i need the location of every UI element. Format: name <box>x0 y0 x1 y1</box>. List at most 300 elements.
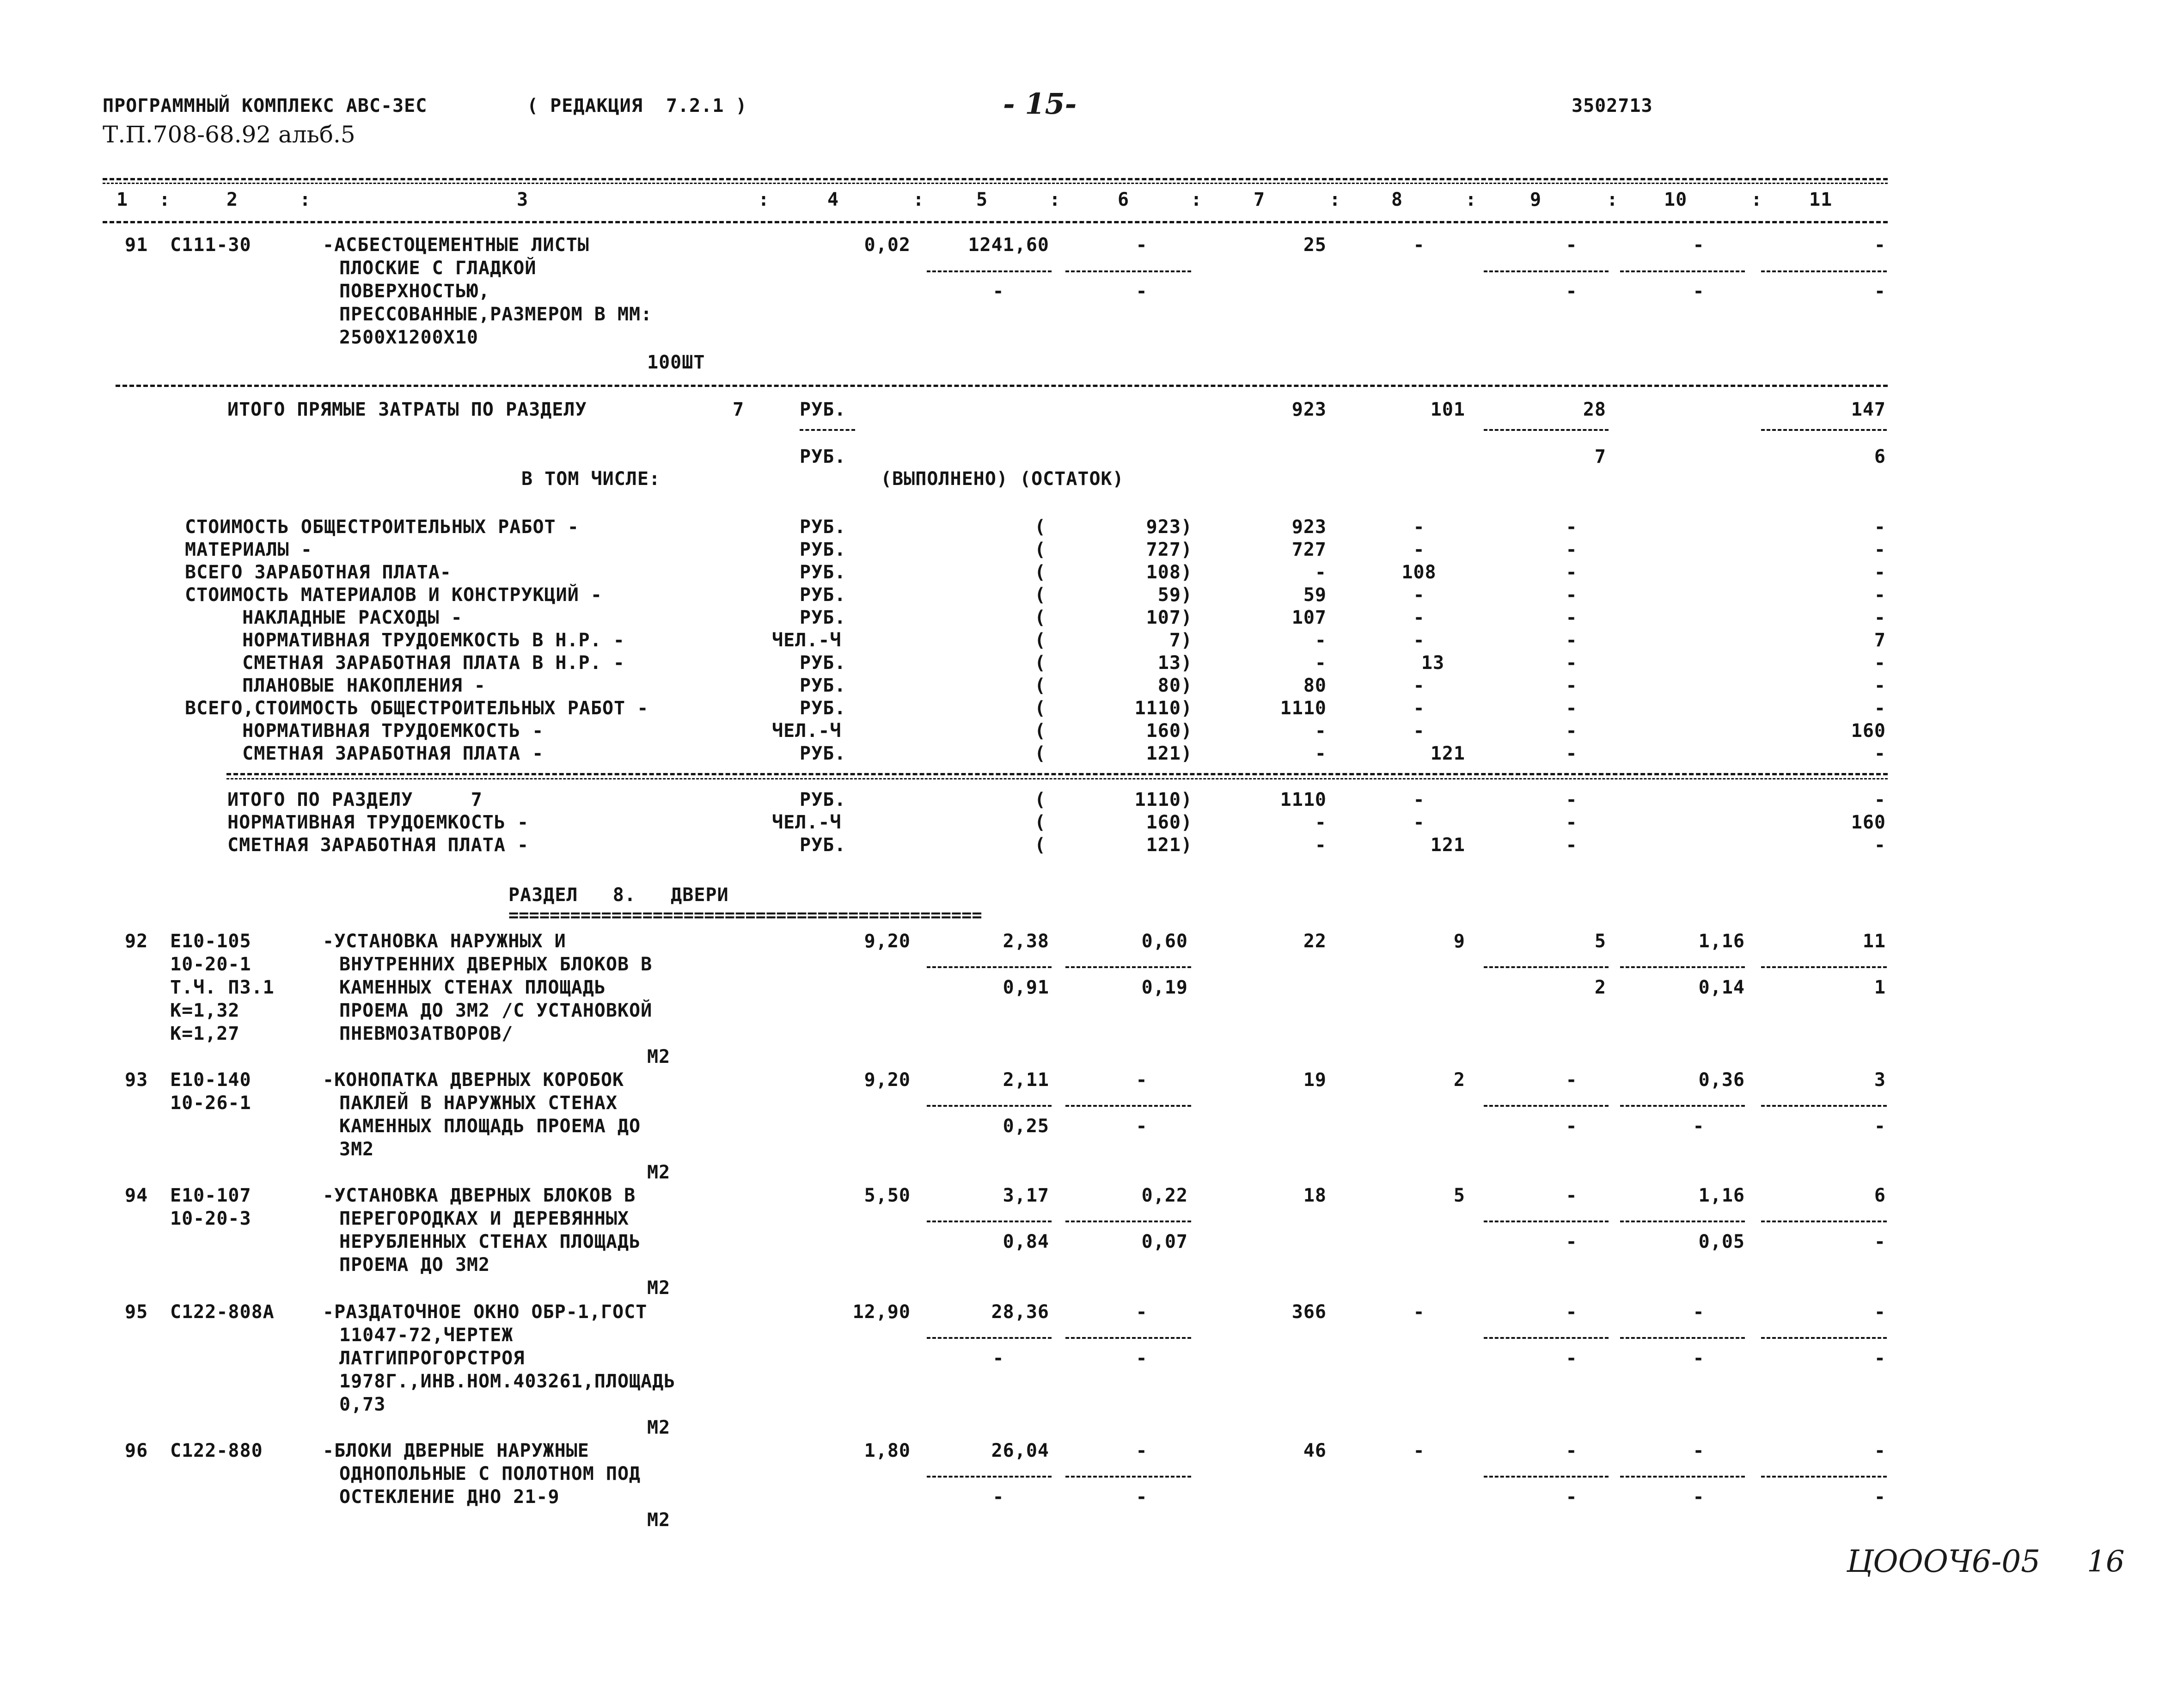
breakdown-col8: - <box>1413 675 1425 696</box>
item-description: КАМЕННЫХ СТЕНАХ ПЛОЩАДЬ <box>339 977 606 998</box>
total-unit-2: РУБ. <box>800 446 846 467</box>
cell-divider <box>1484 1337 1609 1339</box>
breakdown-remaining: 7) <box>1169 630 1193 651</box>
cell-divider <box>1620 1221 1745 1222</box>
cell-divider <box>927 1105 1052 1107</box>
rate-code: 10-26-1 <box>170 1092 251 1114</box>
column-header: 8 <box>1391 189 1403 210</box>
cell-divider <box>1761 966 1887 968</box>
cell-col6-wage: - <box>1136 1348 1148 1369</box>
cell-col6: - <box>1136 1440 1148 1461</box>
rate-code: Т.Ч. П3.1 <box>170 977 275 998</box>
total-col9-wage: 7 <box>1594 446 1606 467</box>
cell-divider <box>1761 1221 1887 1222</box>
cell-col11: 6 <box>1874 1185 1886 1206</box>
cell-col7: 25 <box>1303 234 1327 256</box>
breakdown-label: МАТЕРИАЛЫ - <box>185 539 312 560</box>
cell-col11: 11 <box>1862 931 1886 952</box>
column-separator: : <box>758 189 770 210</box>
cell-unit-price: 3,17 <box>1003 1185 1049 1206</box>
cell-col9: - <box>1566 1069 1578 1091</box>
breakdown-col9: - <box>1566 584 1578 606</box>
column-header: 3 <box>517 189 529 210</box>
cell-col11: - <box>1874 1440 1886 1461</box>
section-total-remaining: 160) <box>1146 812 1193 833</box>
cell-quantity: 0,02 <box>864 234 911 256</box>
cell-divider <box>927 270 1052 272</box>
cell-col9-wage: - <box>1566 1348 1578 1369</box>
cell-col10: - <box>1693 234 1705 256</box>
cell-col11-wage: 1 <box>1874 977 1886 998</box>
cell-divider <box>1620 270 1745 272</box>
breakdown-col7: - <box>1315 743 1327 764</box>
cell-col8: - <box>1413 234 1425 256</box>
cell-unit-price: 2,38 <box>1003 931 1049 952</box>
column-header: 9 <box>1530 189 1542 210</box>
cell-divider <box>1761 1337 1887 1339</box>
cell-col11: - <box>1874 234 1886 256</box>
breakdown-unit: РУБ. <box>800 607 846 628</box>
subtotal-rule <box>226 773 1888 775</box>
item-description: 0,73 <box>339 1394 386 1415</box>
item-unit: М2 <box>647 1046 671 1067</box>
section-total-unit: РУБ. <box>800 834 846 856</box>
edition-label: ( РЕДАКЦИЯ 7.2.1 ) <box>527 95 747 117</box>
breakdown-label: ВСЕГО ЗАРАБОТНАЯ ПЛАТА- <box>185 562 452 583</box>
breakdown-paren-open: ( <box>1034 720 1046 742</box>
cell-col11: 3 <box>1874 1069 1886 1091</box>
breakdown-paren-open: ( <box>1034 675 1046 696</box>
breakdown-unit: ЧЕЛ.-Ч <box>772 630 842 651</box>
section-rule <box>116 385 1888 387</box>
column-separator: : <box>1751 189 1763 210</box>
cell-divider <box>1484 1105 1609 1107</box>
breakdown-col8: - <box>1413 720 1425 742</box>
cell-col6: - <box>1136 1301 1148 1323</box>
cell-col6: - <box>1136 1069 1148 1091</box>
breakdown-col7: 59 <box>1303 584 1327 606</box>
cell-col6-wage: - <box>1136 1486 1148 1508</box>
cell-divider <box>1620 1105 1745 1107</box>
cell-unit-price-wage: 0,25 <box>1003 1116 1049 1137</box>
cell-divider <box>1484 270 1609 272</box>
section-total-remaining: 121) <box>1146 834 1193 856</box>
rate-code: 10-20-3 <box>170 1208 251 1229</box>
page-number: - 15- <box>1003 87 1077 121</box>
cell-divider <box>1065 1337 1191 1339</box>
cell-divider <box>1065 270 1191 272</box>
breakdown-col9: - <box>1566 516 1578 538</box>
section-total-col7: - <box>1315 834 1327 856</box>
item-description: -РАЗДАТОЧНОЕ ОКНО ОБР-1,ГОСТ <box>323 1301 648 1323</box>
cell-divider <box>927 1476 1052 1478</box>
breakdown-col7: 1110 <box>1280 698 1327 719</box>
cell-col8: - <box>1413 1440 1425 1461</box>
item-description: ПАКЛЕЙ В НАРУЖНЫХ СТЕНАХ <box>339 1092 618 1114</box>
cell-col9-wage: 2 <box>1594 977 1606 998</box>
cell-unit-price-wage: - <box>992 281 1004 302</box>
breakdown-col9: - <box>1566 607 1578 628</box>
breakdown-col11: - <box>1874 743 1886 764</box>
breakdown-col8: - <box>1413 630 1425 651</box>
including-label: В ТОМ ЧИСЛЕ: <box>521 468 661 490</box>
breakdown-col11: - <box>1874 652 1886 674</box>
section-total-col7: - <box>1315 812 1327 833</box>
item-description: -БЛОКИ ДВЕРНЫЕ НАРУЖНЫЕ <box>323 1440 589 1461</box>
row-number: 94 <box>125 1185 148 1206</box>
cell-col10-wage: - <box>1693 1116 1705 1137</box>
breakdown-remaining: 59) <box>1157 584 1193 606</box>
item-description: ПЛОСКИЕ С ГЛАДКОЙ <box>339 258 537 279</box>
section-title-underline: ============================================== <box>508 905 982 925</box>
cell-divider <box>927 966 1052 968</box>
archive-stamp: ЦОООЧ6-05 <box>1847 1544 2041 1579</box>
breakdown-label: НОРМАТИВНАЯ ТРУДОЕМКОСТЬ В Н.Р. - <box>219 630 625 651</box>
cell-divider <box>1484 1476 1609 1478</box>
breakdown-col11: - <box>1874 516 1886 538</box>
cell-divider <box>1065 1105 1191 1107</box>
item-description: 2500Х1200Х10 <box>339 327 478 348</box>
rate-code: Е10-140 <box>170 1069 251 1091</box>
cell-unit-price-wage: - <box>992 1486 1004 1508</box>
total-col7: 923 <box>1291 399 1327 420</box>
total-col11: 147 <box>1851 399 1886 420</box>
item-description: -АСБЕСТОЦЕМЕНТНЫЕ ЛИСТЫ <box>323 234 589 256</box>
breakdown-col8: - <box>1413 584 1425 606</box>
cell-col9: - <box>1566 1185 1578 1206</box>
cell-divider <box>1065 1476 1191 1478</box>
breakdown-col7: 923 <box>1291 516 1327 538</box>
section-total-paren-open: ( <box>1034 834 1046 856</box>
breakdown-remaining: 80) <box>1157 675 1193 696</box>
breakdown-unit: РУБ. <box>800 743 846 764</box>
cell-quantity: 9,20 <box>864 1069 911 1091</box>
breakdown-unit: ЧЕЛ.-Ч <box>772 720 842 742</box>
section-total-paren-open: ( <box>1034 789 1046 810</box>
header-bottom-rule <box>103 221 1888 223</box>
section-title: РАЗДЕЛ 8. ДВЕРИ <box>508 884 729 906</box>
rate-code: К=1,32 <box>170 1000 240 1021</box>
rate-code: С111-30 <box>170 234 251 256</box>
item-description: ПОВЕРХНОСТЬЮ, <box>339 281 490 302</box>
breakdown-col9: - <box>1566 539 1578 560</box>
cell-unit-price: 28,36 <box>991 1301 1049 1323</box>
breakdown-remaining: 923) <box>1146 516 1193 538</box>
breakdown-unit: РУБ. <box>800 652 846 674</box>
column-separator: : <box>1191 189 1203 210</box>
section-total-col11: 160 <box>1851 812 1886 833</box>
breakdown-col11: 7 <box>1874 630 1886 651</box>
breakdown-paren-open: ( <box>1034 652 1046 674</box>
cell-unit-price: 1241,60 <box>968 234 1049 256</box>
cell-unit-price-wage: 0,84 <box>1003 1231 1049 1252</box>
cell-col10: 0,36 <box>1698 1069 1745 1091</box>
item-description: ОДНОПОЛЬНЫЕ С ПОЛОТНОМ ПОД <box>339 1463 641 1484</box>
column-header: 5 <box>976 189 988 210</box>
column-separator: : <box>1329 189 1341 210</box>
cell-divider <box>1761 1476 1887 1478</box>
cell-divider <box>1484 966 1609 968</box>
rate-code: Е10-105 <box>170 931 251 952</box>
breakdown-col11: 160 <box>1851 720 1886 742</box>
item-unit: М2 <box>647 1509 671 1531</box>
column-header: 7 <box>1254 189 1266 210</box>
breakdown-col7: - <box>1315 720 1327 742</box>
cell-col10: 1,16 <box>1698 931 1745 952</box>
breakdown-unit: РУБ. <box>800 539 846 560</box>
rate-code: С122-808А <box>170 1301 275 1323</box>
section-total-col9: - <box>1566 789 1578 810</box>
total-label: ИТОГО ПРЯМЫЕ ЗАТРАТЫ ПО РАЗДЕЛУ <box>227 399 587 420</box>
cell-quantity: 9,20 <box>864 931 911 952</box>
cell-divider <box>1620 966 1745 968</box>
cell-col6-wage: - <box>1136 1116 1148 1137</box>
cell-col9: - <box>1566 234 1578 256</box>
cell-unit-price: 2,11 <box>1003 1069 1049 1091</box>
item-description: ПНЕВМОЗАТВОРОВ/ <box>339 1023 514 1044</box>
cell-col9-wage: - <box>1566 281 1578 302</box>
breakdown-col9: - <box>1566 698 1578 719</box>
item-description: ЛАТГИПРОГОРСТРОЯ <box>339 1348 525 1369</box>
cell-col8: - <box>1413 1301 1425 1323</box>
total-section-number: 7 <box>733 399 745 420</box>
breakdown-col7: 80 <box>1303 675 1327 696</box>
breakdown-col8: - <box>1413 607 1425 628</box>
breakdown-label: СМЕТНАЯ ЗАРАБОТНАЯ ПЛАТА - <box>219 743 544 764</box>
cell-divider <box>1761 429 1887 431</box>
cell-divider <box>1620 1337 1745 1339</box>
cell-divider <box>1620 1476 1745 1478</box>
doc-code: 3502713 <box>1572 95 1653 117</box>
item-description: ВНУТРЕННИХ ДВЕРНЫХ БЛОКОВ В <box>339 954 653 975</box>
cell-col6: - <box>1136 234 1148 256</box>
breakdown-label: СТОИМОСТЬ ОБЩЕСТРОИТЕЛЬНЫХ РАБОТ - <box>185 516 579 538</box>
section-total-col11: - <box>1874 834 1886 856</box>
cell-col9-wage: - <box>1566 1116 1578 1137</box>
total-col11-wage: 6 <box>1874 446 1886 467</box>
item-unit: М2 <box>647 1277 671 1299</box>
cell-col7: 18 <box>1303 1185 1327 1206</box>
document-reference: Т.П.708-68.92 альб.5 <box>103 121 355 148</box>
table-top-rule-2 <box>103 183 1888 184</box>
item-unit: М2 <box>647 1162 671 1183</box>
breakdown-paren-open: ( <box>1034 539 1046 560</box>
section-total-col8: - <box>1413 812 1425 833</box>
table-top-rule <box>103 178 1888 180</box>
breakdown-col9: - <box>1566 675 1578 696</box>
cell-divider <box>1484 1221 1609 1222</box>
breakdown-col9: - <box>1566 562 1578 583</box>
item-description: ОСТЕКЛЕНИЕ ДНО 21-9 <box>339 1486 560 1508</box>
column-header: 4 <box>827 189 839 210</box>
column-separator: : <box>159 189 171 210</box>
section-total-col11: - <box>1874 789 1886 810</box>
breakdown-col7: 727 <box>1291 539 1327 560</box>
cell-divider <box>927 1221 1052 1222</box>
breakdown-col7: - <box>1315 562 1327 583</box>
item-unit: М2 <box>647 1417 671 1438</box>
section-total-unit: ЧЕЛ.-Ч <box>772 812 842 833</box>
cell-col10-wage: 0,14 <box>1698 977 1745 998</box>
breakdown-col9: - <box>1566 652 1578 674</box>
breakdown-paren-open: ( <box>1034 562 1046 583</box>
breakdown-remaining: 107) <box>1146 607 1193 628</box>
cell-col9: 5 <box>1594 931 1606 952</box>
breakdown-label: ВСЕГО,СТОИМОСТЬ ОБЩЕСТРОИТЕЛЬНЫХ РАБОТ - <box>185 698 649 719</box>
item-description: ПРОЕМА ДО 3М2 /С УСТАНОВКОЙ <box>339 1000 653 1021</box>
section-total-col8: 121 <box>1430 834 1465 856</box>
cell-col6-wage: - <box>1136 281 1148 302</box>
cell-unit-price: 26,04 <box>991 1440 1049 1461</box>
cell-col10: 1,16 <box>1698 1185 1745 1206</box>
breakdown-paren-open: ( <box>1034 743 1046 764</box>
item-description: 11047-72,ЧЕРТЕЖ <box>339 1325 514 1346</box>
sheet-number: 16 <box>2087 1545 2125 1579</box>
breakdown-paren-open: ( <box>1034 516 1046 538</box>
section-total-remaining: 1110) <box>1134 789 1193 810</box>
cell-col11-wage: - <box>1874 1486 1886 1508</box>
item-description: ПРОЕМА ДО 3М2 <box>339 1254 490 1276</box>
column-header: 11 <box>1809 189 1833 210</box>
cell-col10-wage: - <box>1693 1348 1705 1369</box>
breakdown-remaining: 1110) <box>1134 698 1193 719</box>
breakdown-col11: - <box>1874 539 1886 560</box>
item-description: -УСТАНОВКА НАРУЖНЫХ И <box>323 931 566 952</box>
breakdown-label: ПЛАНОВЫЕ НАКОПЛЕНИЯ - <box>219 675 486 696</box>
cell-col10-wage: 0,05 <box>1698 1231 1745 1252</box>
cell-col9: - <box>1566 1301 1578 1323</box>
total-col9: 28 <box>1583 399 1606 420</box>
column-header: 10 <box>1664 189 1688 210</box>
breakdown-paren-open: ( <box>1034 698 1046 719</box>
cell-col11-wage: - <box>1874 1116 1886 1137</box>
cell-col8: 2 <box>1453 1069 1465 1091</box>
rate-code: К=1,27 <box>170 1023 240 1044</box>
breakdown-col11: - <box>1874 584 1886 606</box>
cell-col8: 5 <box>1453 1185 1465 1206</box>
breakdown-col9: - <box>1566 720 1578 742</box>
cell-col7: 366 <box>1291 1301 1327 1323</box>
breakdown-col8: - <box>1413 539 1425 560</box>
total-col8: 101 <box>1430 399 1465 420</box>
section-total-col7: 1110 <box>1280 789 1327 810</box>
breakdown-col9: - <box>1566 630 1578 651</box>
breakdown-col11: - <box>1874 562 1886 583</box>
cell-col10: - <box>1693 1301 1705 1323</box>
cell-col11-wage: - <box>1874 1231 1886 1252</box>
done-remaining-label: (ВЫПОЛНЕНО) (ОСТАТОК) <box>881 468 1124 490</box>
section-total-label: НОРМАТИВНАЯ ТРУДОЕМКОСТЬ - <box>227 812 529 833</box>
breakdown-unit: РУБ. <box>800 675 846 696</box>
cell-col7: 22 <box>1303 931 1327 952</box>
cell-col6-wage: 0,07 <box>1141 1231 1188 1252</box>
breakdown-col11: - <box>1874 607 1886 628</box>
breakdown-label: НАКЛАДНЫЕ РАСХОДЫ - <box>219 607 463 628</box>
breakdown-col11: - <box>1874 698 1886 719</box>
breakdown-unit: РУБ. <box>800 584 846 606</box>
section-total-label: ИТОГО ПО РАЗДЕЛУ 7 <box>227 789 483 810</box>
item-description: 3М2 <box>339 1139 374 1160</box>
cell-divider <box>1065 966 1191 968</box>
cell-col11: - <box>1874 1301 1886 1323</box>
program-title: ПРОГРАММНЫЙ КОМПЛЕКС АВС-3ЕС <box>103 95 428 117</box>
breakdown-col8: - <box>1413 698 1425 719</box>
breakdown-label: СТОИМОСТЬ МАТЕРИАЛОВ И КОНСТРУКЦИЙ - <box>185 584 602 606</box>
cell-unit-price-wage: 0,91 <box>1003 977 1049 998</box>
rate-code: Е10-107 <box>170 1185 251 1206</box>
cell-col11-wage: - <box>1874 1348 1886 1369</box>
breakdown-remaining: 13) <box>1157 652 1193 674</box>
column-header: 2 <box>226 189 239 210</box>
cell-col7: 46 <box>1303 1440 1327 1461</box>
cell-col6-wage: 0,19 <box>1141 977 1188 998</box>
cell-divider <box>1761 1105 1887 1107</box>
section-total-col9: - <box>1566 834 1578 856</box>
cell-col6: 0,60 <box>1141 931 1188 952</box>
cell-unit-price-wage: - <box>992 1348 1004 1369</box>
total-unit: РУБ. <box>800 399 846 420</box>
breakdown-col8: 121 <box>1430 743 1465 764</box>
breakdown-remaining: 108) <box>1146 562 1193 583</box>
breakdown-col8: 108 <box>1401 562 1437 583</box>
cell-quantity: 12,90 <box>852 1301 911 1323</box>
cell-col9-wage: - <box>1566 1486 1578 1508</box>
breakdown-col7: - <box>1315 652 1327 674</box>
breakdown-paren-open: ( <box>1034 630 1046 651</box>
cell-col9: - <box>1566 1440 1578 1461</box>
cell-quantity: 1,80 <box>864 1440 911 1461</box>
section-total-paren-open: ( <box>1034 812 1046 833</box>
breakdown-col8: 13 <box>1421 652 1445 674</box>
item-description: -КОНОПАТКА ДВЕРНЫХ КОРОБОК <box>323 1069 624 1091</box>
section-total-unit: РУБ. <box>800 789 846 810</box>
item-description: ПРЕССОВАННЫЕ,РАЗМЕРОМ В ММ: <box>339 304 653 325</box>
subtotal-rule-2 <box>226 778 1888 779</box>
breakdown-label: НОРМАТИВНАЯ ТРУДОЕМКОСТЬ - <box>219 720 544 742</box>
breakdown-paren-open: ( <box>1034 584 1046 606</box>
breakdown-label: СМЕТНАЯ ЗАРАБОТНАЯ ПЛАТА В Н.Р. - <box>219 652 625 674</box>
breakdown-col8: - <box>1413 516 1425 538</box>
cell-col10-wage: - <box>1693 1486 1705 1508</box>
breakdown-col7: 107 <box>1291 607 1327 628</box>
cell-quantity: 5,50 <box>864 1185 911 1206</box>
cell-divider <box>927 1337 1052 1339</box>
cell-col9-wage: - <box>1566 1231 1578 1252</box>
cell-col10-wage: - <box>1693 281 1705 302</box>
breakdown-col11: - <box>1874 675 1886 696</box>
column-header: 1 <box>116 189 128 210</box>
cell-divider <box>1065 1221 1191 1222</box>
cell-col10: - <box>1693 1440 1705 1461</box>
breakdown-col9: - <box>1566 743 1578 764</box>
cell-divider <box>800 429 855 431</box>
breakdown-remaining: 121) <box>1146 743 1193 764</box>
breakdown-remaining: 727) <box>1146 539 1193 560</box>
breakdown-paren-open: ( <box>1034 607 1046 628</box>
column-header: 6 <box>1118 189 1130 210</box>
column-separator: : <box>913 189 925 210</box>
column-separator: : <box>1049 189 1061 210</box>
row-number: 92 <box>125 931 148 952</box>
cell-col8: 9 <box>1453 931 1465 952</box>
breakdown-remaining: 160) <box>1146 720 1193 742</box>
cell-col11-wage: - <box>1874 281 1886 302</box>
column-separator: : <box>300 189 312 210</box>
section-total-label: СМЕТНАЯ ЗАРАБОТНАЯ ПЛАТА - <box>227 834 529 856</box>
column-separator: : <box>1465 189 1477 210</box>
cell-col6: 0,22 <box>1141 1185 1188 1206</box>
section-total-col9: - <box>1566 812 1578 833</box>
